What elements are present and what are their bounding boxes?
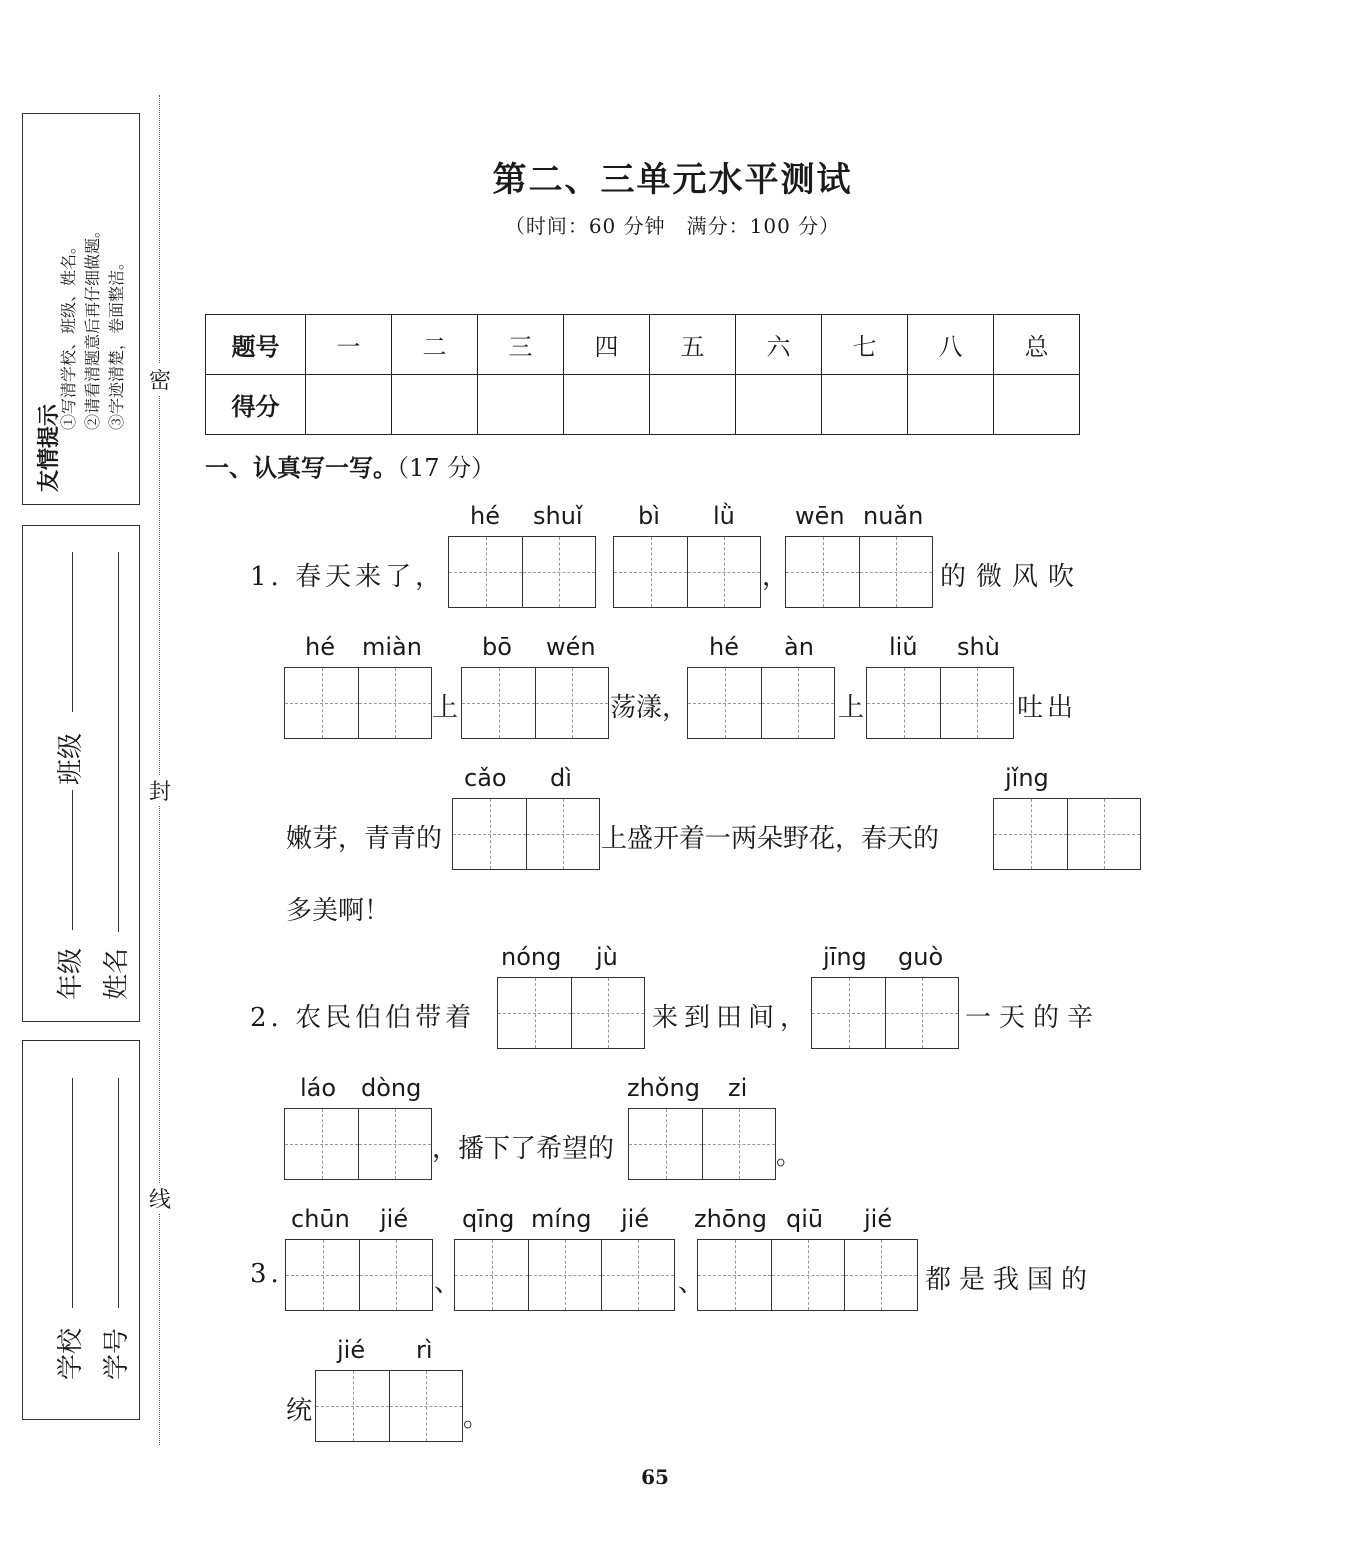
- pinyin: zhǒng: [627, 1074, 700, 1102]
- pinyin: zi: [728, 1074, 748, 1102]
- q1-text-dangyang: 荡漾，: [610, 693, 689, 723]
- pinyin: jié: [864, 1205, 893, 1233]
- pinyin: nóng: [501, 943, 562, 971]
- question-number-label: 题号: [206, 315, 306, 375]
- pinyin: hé: [305, 633, 335, 661]
- pinyin: míng: [531, 1205, 592, 1233]
- pinyin: dòng: [361, 1074, 422, 1102]
- score-cell[interactable]: [392, 375, 478, 435]
- seal-char-feng: 封: [149, 775, 171, 806]
- grade-class-line: [72, 790, 73, 930]
- pinyin: wén: [546, 633, 596, 661]
- q2-text-laidao: 来到田间，: [652, 1003, 813, 1033]
- writing-grid-liushu[interactable]: [866, 667, 1014, 739]
- score-cell[interactable]: [650, 375, 736, 435]
- pinyin: wēn: [795, 502, 845, 530]
- writing-grid-qingmingjie[interactable]: [454, 1239, 675, 1311]
- writing-grid-chunjie[interactable]: [285, 1239, 433, 1311]
- col-header: 五: [650, 315, 736, 375]
- page-number: 65: [641, 1465, 669, 1489]
- name-line: [118, 552, 119, 932]
- class-label: 班级: [56, 732, 86, 785]
- q1-text-shengkai: 上盛开着一两朵野花，春天的: [601, 824, 940, 854]
- pinyin: chūn: [291, 1205, 350, 1233]
- writing-grid-laodong[interactable]: [284, 1108, 432, 1180]
- col-header: 总: [993, 315, 1079, 375]
- q2-period: 。: [776, 1141, 807, 1171]
- pinyin: jié: [621, 1205, 650, 1233]
- pinyin: qiū: [786, 1205, 824, 1233]
- pinyin: jié: [380, 1205, 409, 1233]
- school-label: 学校: [56, 1327, 86, 1380]
- name-label: 姓名: [102, 947, 132, 1000]
- student-no-line: [118, 1078, 119, 1308]
- writing-grid-wennuan[interactable]: [785, 536, 933, 608]
- q3-period: 。: [463, 1403, 494, 1433]
- pinyin: jù: [596, 943, 618, 971]
- q1-text-nenya: 嫩芽，青青的: [286, 824, 443, 854]
- punct-comma: ，: [762, 562, 793, 592]
- pinyin: cǎo: [464, 764, 507, 792]
- pinyin: lǜ: [713, 502, 735, 530]
- tip-2: ②请看清题意后再仔细做题。: [83, 221, 102, 430]
- writing-grid-heshui[interactable]: [448, 536, 596, 608]
- pinyin: bì: [638, 502, 660, 530]
- pinyin: àn: [784, 633, 814, 661]
- pinyin: láo: [300, 1074, 337, 1102]
- pinyin: rì: [416, 1336, 433, 1364]
- q3-dun: 、: [434, 1268, 465, 1298]
- score-cell[interactable]: [821, 375, 907, 435]
- score-cell[interactable]: [993, 375, 1079, 435]
- col-header: 一: [306, 315, 392, 375]
- score-cell[interactable]: [478, 375, 564, 435]
- q2-text-boxia: ，播下了希望的: [432, 1134, 615, 1164]
- writing-grid-caodi[interactable]: [452, 798, 600, 870]
- score-cell[interactable]: [735, 375, 821, 435]
- score-cell[interactable]: [907, 375, 993, 435]
- writing-grid-bowen[interactable]: [461, 667, 609, 739]
- pinyin: hé: [470, 502, 500, 530]
- writing-grid-hemian[interactable]: [284, 667, 432, 739]
- col-header: 八: [907, 315, 993, 375]
- score-table-header-row: [206, 315, 1080, 375]
- col-header: 二: [392, 315, 478, 375]
- pinyin: zhōng: [694, 1205, 767, 1233]
- pinyin: liǔ: [889, 633, 918, 661]
- q3-label: 3.: [250, 1259, 283, 1289]
- seal-char-mi: 密: [149, 364, 171, 395]
- pinyin: nuǎn: [863, 502, 924, 530]
- writing-grid-jingguo[interactable]: [811, 977, 959, 1049]
- page-title: 第二、三单元水平测试: [492, 160, 853, 200]
- pinyin: hé: [709, 633, 739, 661]
- seal-line: [159, 95, 160, 1445]
- seal-char-xian: 线: [149, 1183, 171, 1214]
- page-subtitle: （时间：60 分钟 满分：100 分）: [504, 214, 841, 238]
- pinyin: miàn: [362, 633, 422, 661]
- pinyin: guò: [898, 943, 944, 971]
- pinyin: jǐng: [1005, 764, 1049, 792]
- q2-text-yitian: 一天的辛: [965, 1003, 1102, 1033]
- score-table: [205, 314, 1080, 435]
- section-heading: [205, 448, 495, 483]
- writing-grid-jingse[interactable]: [993, 798, 1141, 870]
- section-points: （17 分）: [397, 454, 496, 482]
- writing-grid-zhongqiujie[interactable]: [697, 1239, 918, 1311]
- score-table-score-row: [206, 375, 1080, 435]
- writing-grid-jieri[interactable]: [315, 1370, 463, 1442]
- q1-label: 1. 春天来了，: [250, 562, 446, 592]
- pinyin: dì: [550, 764, 572, 792]
- pinyin: shù: [957, 633, 1000, 661]
- pinyin: bō: [482, 633, 512, 661]
- col-header: 三: [478, 315, 564, 375]
- pinyin: shuǐ: [533, 502, 583, 530]
- q3-dun: 、: [678, 1268, 709, 1298]
- tip-1: ①写清学校、班级、姓名。: [59, 237, 78, 430]
- col-header: 四: [564, 315, 650, 375]
- q1-text-weifeng: 的微风吹: [940, 562, 1085, 592]
- pinyin: jīng: [823, 943, 867, 971]
- pinyin: jié: [337, 1336, 366, 1364]
- score-label: 得分: [206, 375, 306, 435]
- q2-label: 2. 农民伯伯带着: [250, 1003, 476, 1033]
- writing-grid-zhongzi[interactable]: [628, 1108, 776, 1180]
- q3-text-tong: 统: [286, 1396, 317, 1426]
- col-header: 七: [821, 315, 907, 375]
- writing-grid-hean[interactable]: [687, 667, 835, 739]
- q1-text-shang: 上: [432, 693, 463, 723]
- q1-text-duomei: 多美啊！: [286, 896, 391, 926]
- score-cell[interactable]: [306, 375, 392, 435]
- q1-text-tuchu: 吐出: [1017, 693, 1078, 723]
- q3-text-dushi: 都是我国的: [925, 1265, 1096, 1295]
- student-no-label: 学号: [102, 1327, 132, 1380]
- grade-label: 年级: [56, 947, 86, 1000]
- writing-grid-nongju[interactable]: [497, 977, 645, 1049]
- col-header: 六: [735, 315, 821, 375]
- school-line: [72, 1078, 73, 1308]
- section-title: 一、认真写一写。: [205, 454, 397, 482]
- tip-3: ③字迹清楚，卷面整洁。: [107, 253, 126, 430]
- class-line: [72, 552, 73, 712]
- pinyin: qīng: [462, 1205, 515, 1233]
- q1-text-shang: 上: [838, 693, 869, 723]
- writing-grid-bilu[interactable]: [613, 536, 761, 608]
- score-cell[interactable]: [564, 375, 650, 435]
- tips-title: 友情提示: [37, 403, 62, 492]
